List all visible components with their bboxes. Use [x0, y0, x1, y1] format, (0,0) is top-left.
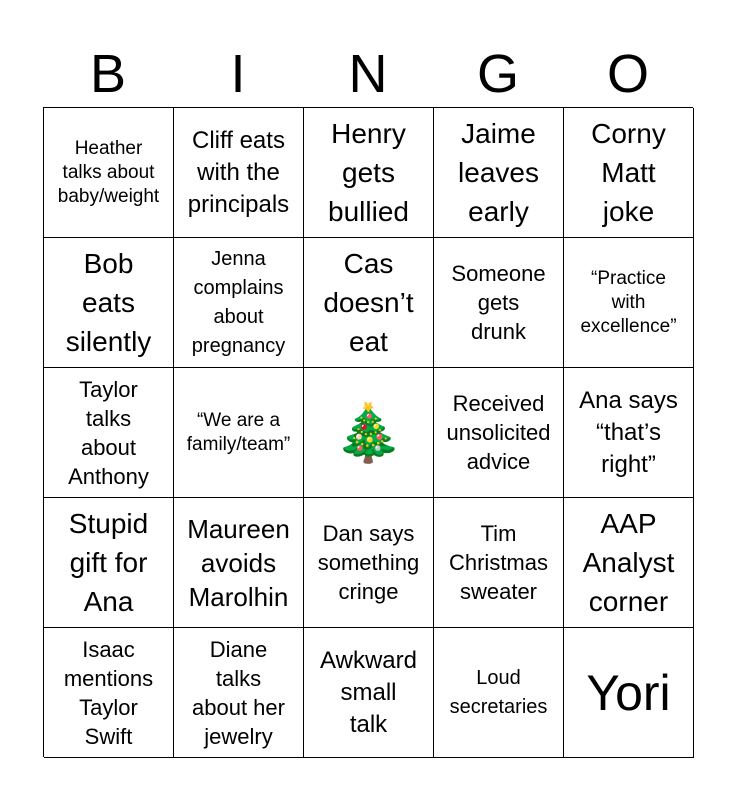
cell-text: Jaime leaves early — [458, 118, 539, 227]
cell-text: Maureen avoids Marolhin — [187, 513, 290, 612]
christmas-tree-icon: 🎄 — [333, 400, 404, 464]
cell-text: AAP Analyst corner — [582, 508, 675, 617]
cell-text: Henry gets bullied — [328, 118, 409, 227]
bingo-cell[interactable] — [564, 628, 694, 758]
bingo-cell[interactable] — [174, 498, 304, 628]
bingo-cell[interactable] — [174, 238, 304, 368]
header-letter-i: I — [230, 44, 246, 104]
cell-text: Awkward small talk — [320, 646, 417, 738]
cell-text: Jenna complains about pregnancy — [191, 247, 286, 357]
cell-text: Dan says something cringe — [317, 521, 420, 604]
cell-text: Cliff eats with the principals — [187, 126, 290, 218]
bingo-cell[interactable] — [434, 238, 564, 368]
header-letter-g: G — [476, 44, 519, 104]
bingo-cell[interactable] — [44, 368, 174, 498]
bingo-cell[interactable] — [44, 498, 174, 628]
bingo-cell[interactable] — [304, 498, 434, 628]
cell-text: Cas doesn’t eat — [323, 248, 414, 357]
bingo-cell[interactable] — [44, 628, 174, 758]
bingo-cell[interactable] — [174, 108, 304, 238]
header-letter-o: O — [606, 44, 649, 104]
cell-text: “We are a family/team” — [186, 409, 291, 455]
header-letter-n: N — [348, 44, 388, 104]
cell-text: Tim Christmas sweater — [448, 521, 548, 604]
cell-text: Ana says “that’s right” — [579, 386, 678, 478]
bingo-cell[interactable] — [174, 368, 304, 498]
bingo-header — [43, 40, 693, 108]
free-space-cell[interactable] — [304, 368, 434, 498]
bingo-cell[interactable] — [44, 108, 174, 238]
bingo-cell[interactable] — [44, 238, 174, 368]
cell-text: Bob eats silently — [65, 248, 152, 357]
bingo-cell[interactable] — [434, 108, 564, 238]
bingo-cell[interactable] — [174, 628, 304, 758]
cell-text: Isaac mentions Taylor Swift — [63, 636, 154, 749]
cell-text: Received unsolicited advice — [446, 391, 551, 474]
bingo-cell[interactable] — [564, 108, 694, 238]
header-letter-b: B — [89, 44, 127, 104]
bingo-cell[interactable] — [304, 108, 434, 238]
bingo-cell[interactable] — [434, 368, 564, 498]
cell-text: Heather talks about baby/weight — [57, 137, 160, 207]
bingo-board — [43, 107, 693, 757]
cell-text: “Practice with excellence” — [580, 267, 677, 337]
cell-text: Yori — [586, 664, 671, 721]
bingo-cell[interactable] — [434, 498, 564, 628]
cell-text: Stupid gift for Ana — [68, 508, 149, 617]
bingo-cell[interactable] — [434, 628, 564, 758]
bingo-cell[interactable] — [304, 628, 434, 758]
bingo-cell[interactable] — [564, 368, 694, 498]
bingo-cell[interactable] — [564, 238, 694, 368]
cell-text: Someone gets drunk — [451, 261, 546, 344]
bingo-cell[interactable] — [564, 498, 694, 628]
bingo-cell[interactable] — [304, 238, 434, 368]
cell-text: Loud secretaries — [449, 666, 548, 718]
cell-text: Taylor talks about Anthony — [68, 376, 149, 489]
cell-text: Corny Matt joke — [591, 118, 666, 227]
cell-text: Diane talks about her jewelry — [192, 636, 285, 749]
